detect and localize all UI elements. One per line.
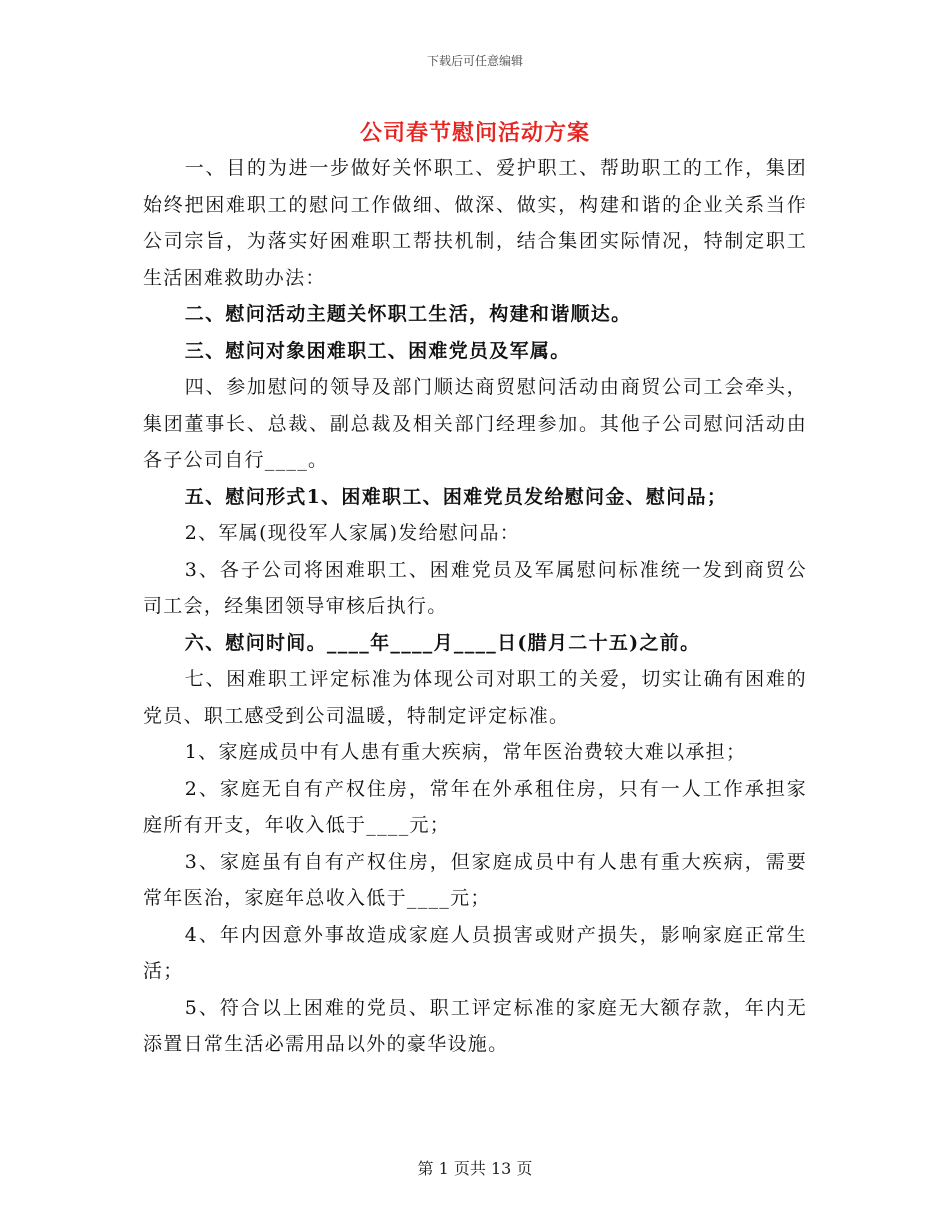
paragraph-criteria: 七、困难职工评定标准为体现公司对职工的关爱，切实让确有困难的党员、职工感受到公司温暖，特制定评定标准。 (143, 668, 807, 727)
paragraph-purpose: 一、目的为进一步做好关怀职工、爱护职工、帮助职工的工作，集团始终把困难职工的慰问工作做细、做深、做实，构建和谐的企业关系当作公司宗旨，为落实好困难职工帮扶机制，结合集团实际情况，特制定职工生活困难救助办法： (143, 157, 807, 289)
paragraph-criteria-item-4: 4、年内因意外事故造成家庭人员损害或财产损失，影响家庭正常生活； (143, 923, 807, 982)
paragraph-targets: 三、慰问对象困难职工、困难党员及军属。 (184, 339, 571, 362)
paragraph-criteria-item-3: 3、家庭虽有自有产权住房，但家庭成员中有人患有重大疾病，需要常年医治，家庭年总收入低于____元； (143, 850, 807, 909)
paragraph-participants: 四、参加慰问的领导及部门顺达商贸慰问活动由商贸公司工会牵头，集团董事长、总裁、副总裁及相关部门经理参加。其他子公司慰问活动由各子公司自行____。 (143, 376, 807, 471)
document-body (143, 150, 807, 1063)
paragraph-form-item-2: 2、军属(现役军人家属)发给慰问品： (184, 522, 521, 544)
page-header: 下载后可任意编辑 (426, 54, 523, 68)
paragraph-theme: 二、慰问活动主题关怀职工生活，构建和谐顺达。 (184, 303, 632, 325)
document-title: 公司春节慰问活动方案 (359, 120, 590, 146)
paragraph-form: 五、慰问形式1、困难职工、困难党员发给慰问金、慰问品； (184, 485, 728, 508)
paragraph-criteria-item-5: 5、符合以上困难的党员、职工评定标准的家庭无大额存款，年内无添置日常生活必需用品以外的豪华设施。 (143, 996, 807, 1055)
paragraph-time: 六、慰问时间。____年____月____日(腊月二十五)之前。 (184, 631, 701, 654)
paragraph-criteria-item-1: 1、家庭成员中有人患有重大疾病，常年医治费较大难以承担； (184, 741, 747, 763)
page-footer: 第 1 页共 13 页 (417, 1159, 533, 1178)
paragraph-form-item-3: 3、各子公司将困难职工、困难党员及军属慰问标准统一发到商贸公司工会，经集团领导审核后执行。 (143, 558, 807, 617)
paragraph-criteria-item-2: 2、家庭无自有产权住房，常年在外承租住房，只有一人工作承担家庭所有开支，年收入低于____元； (143, 777, 807, 836)
